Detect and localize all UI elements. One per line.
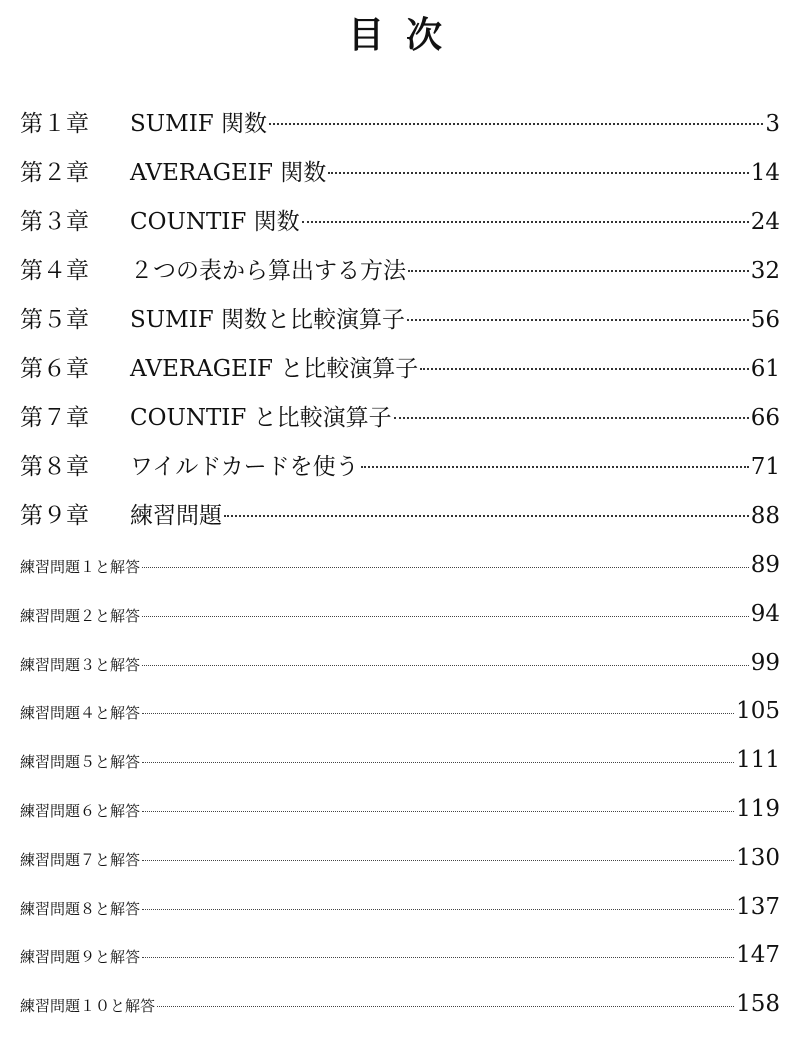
toc-exercise-2[interactable] [20, 590, 780, 639]
page-number: 71 [750, 454, 780, 480]
dot-leader [157, 1006, 734, 1007]
exercise-title: 練習問題８と解答 [20, 899, 141, 918]
dot-leader [420, 368, 748, 370]
dot-leader [224, 515, 749, 517]
chapter-number: 第３章 [20, 209, 89, 235]
page-number: 158 [736, 991, 780, 1018]
toc-chapter-3[interactable] [20, 198, 780, 247]
toc-chapter-2[interactable] [20, 149, 780, 198]
page-number: 119 [736, 795, 780, 822]
toc-exercise-10[interactable] [20, 980, 780, 1029]
chapter-number: 第９章 [20, 503, 89, 529]
page-number: 111 [736, 747, 780, 774]
dot-leader [142, 713, 734, 714]
dot-leader [328, 172, 748, 174]
exercise-title: 練習問題９と解答 [20, 948, 141, 967]
exercise-title: 練習問題６と解答 [20, 801, 141, 820]
dot-leader [142, 616, 749, 617]
exercise-title: 練習問題４と解答 [20, 704, 141, 723]
page-number: 56 [750, 307, 780, 333]
toc-chapter-8[interactable] [20, 443, 780, 492]
dot-leader [142, 665, 749, 666]
page-number: 94 [750, 600, 780, 627]
dot-leader [302, 221, 749, 223]
chapter-number: 第７章 [20, 405, 89, 431]
dot-leader [142, 957, 734, 958]
dot-leader [142, 811, 734, 812]
toc-exercise-7[interactable] [20, 834, 780, 883]
dot-leader [142, 762, 734, 763]
toc-chapter-9[interactable] [20, 492, 780, 541]
chapter-number: 第６章 [20, 356, 89, 382]
toc-chapter-6[interactable] [20, 345, 780, 394]
chapter-title: SUMIF 関数 [130, 111, 268, 137]
toc-exercise-9[interactable] [20, 931, 780, 980]
toc-exercise-1[interactable] [20, 541, 780, 590]
exercise-title: 練習問題１０と解答 [20, 997, 156, 1016]
exercise-title: 練習問題５と解答 [20, 753, 141, 772]
chapter-number: 第８章 [20, 454, 89, 480]
toc-chapter-4[interactable] [20, 247, 780, 296]
page-number: 14 [750, 160, 780, 186]
page-number: 137 [736, 893, 780, 920]
toc-chapter-5[interactable] [20, 296, 780, 345]
chapter-title: 練習問題 [130, 503, 222, 529]
chapter-number: 第４章 [20, 258, 89, 284]
chapter-title: ワイルドカードを使う [130, 454, 359, 480]
dot-leader [269, 123, 763, 125]
page-number: 99 [750, 649, 780, 676]
chapter-title: AVERAGEIF 関数 [130, 160, 327, 186]
dot-leader [407, 319, 749, 321]
page-number: 32 [750, 258, 780, 284]
table-of-contents [20, 100, 780, 1029]
toc-exercise-8[interactable] [20, 883, 780, 932]
page-number: 3 [765, 111, 780, 137]
dot-leader [142, 567, 749, 568]
toc-chapter-1[interactable] [20, 100, 780, 149]
toc-exercise-4[interactable] [20, 687, 780, 736]
chapter-title: AVERAGEIF と比較演算子 [130, 356, 419, 382]
exercise-title: 練習問題７と解答 [20, 850, 141, 869]
page-title: 目次 [347, 15, 464, 56]
toc-exercise-5[interactable] [20, 736, 780, 785]
dot-leader [142, 860, 734, 861]
chapter-title: ２つの表から算出する方法 [130, 258, 406, 284]
toc-exercise-6[interactable] [20, 785, 780, 834]
toc-exercise-3[interactable] [20, 639, 780, 688]
exercise-title: 練習問題２と解答 [20, 606, 141, 625]
dot-leader [142, 909, 734, 910]
chapter-number: 第５章 [20, 307, 89, 333]
page-number: 147 [736, 942, 780, 969]
page-number: 24 [750, 209, 780, 235]
chapter-number: 第２章 [20, 160, 89, 186]
page-number: 130 [736, 844, 780, 871]
dot-leader [408, 270, 749, 272]
chapter-number: 第１章 [20, 111, 89, 137]
page-number: 88 [750, 503, 780, 529]
page-number: 89 [750, 552, 780, 578]
exercise-title: 練習問題１と解答 [20, 558, 141, 576]
chapter-title: SUMIF 関数と比較演算子 [130, 307, 406, 333]
page-number: 66 [750, 405, 780, 431]
exercise-title: 練習問題３と解答 [20, 655, 141, 674]
chapter-title: COUNTIF 関数 [130, 209, 300, 235]
page-number: 105 [736, 698, 780, 725]
page-number: 61 [750, 356, 780, 382]
dot-leader [394, 417, 749, 419]
dot-leader [361, 466, 749, 468]
toc-chapter-7[interactable] [20, 394, 780, 443]
chapter-title: COUNTIF と比較演算子 [130, 405, 392, 431]
